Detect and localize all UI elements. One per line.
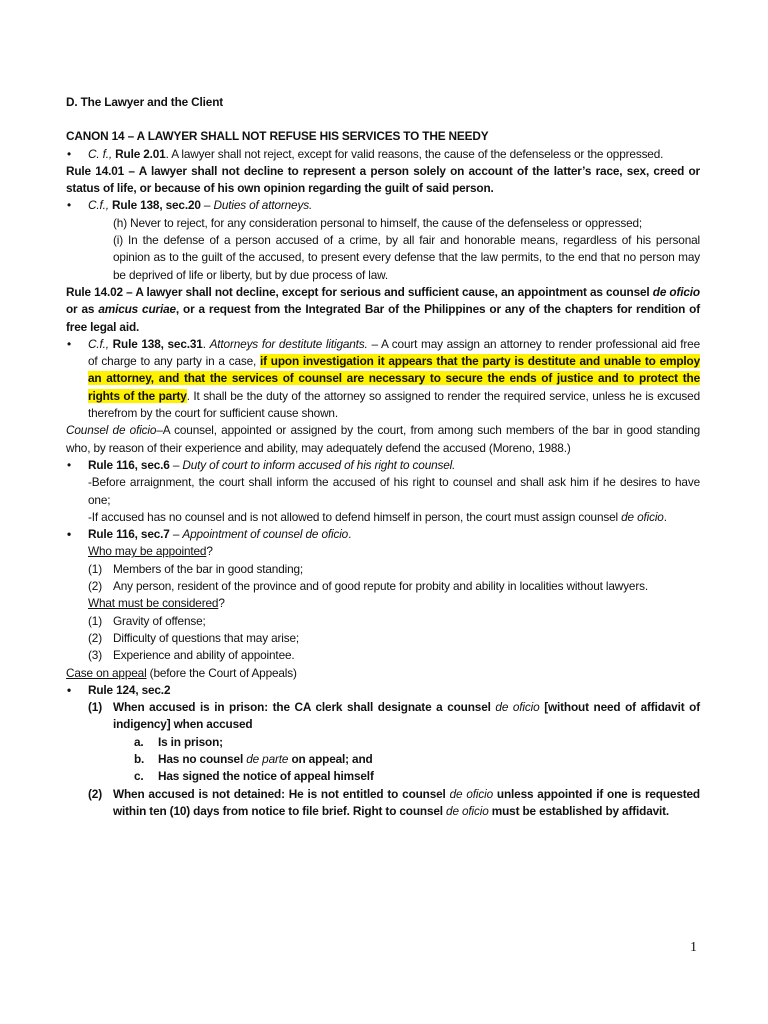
who-may-be-appointed: Who may be appointed?: [88, 544, 213, 559]
bullet-rule-138-sec20: • C.f., Rule 138, sec.20 – Duties of attorneys.: [66, 197, 700, 214]
rule-124-item-1: (1) When accused is in prison: the CA clerk shall designate a counsel de oficio [without need of affidavit of indigency] when accused: [88, 700, 700, 732]
what-must-be-considered: What must be considered?: [88, 596, 225, 611]
rule-14-01: Rule 14.01 – A lawyer shall not decline to represent a person solely on account of the latter’s race, sex, creed or status of life, or because of his own opinion regarding the guilt of said person.: [66, 163, 700, 196]
document-body: [66, 94, 700, 820]
what-item: (3) Experience and ability of appointee.: [88, 648, 295, 663]
who-item: (2) Any person, resident of the province and of good repute for probity and ability in localities without lawyers.: [88, 579, 648, 594]
rule-14-02: Rule 14.02 – A lawyer shall not decline, except for serious and sufficient cause, an appointment as counsel de oficio or as amicus curiae, or a request from the Integrated Bar of the Philippines or any of the chapters for rendition of free legal aid.: [66, 284, 700, 334]
bullet-rule-124-sec2: • Rule 124, sec.2: [66, 682, 700, 699]
bullet-rule-138-sec31: • C.f., Rule 138, sec.31. Attorneys for destitute litigants. – A court may assign an attorney to render professional aid free of charge to any party in a case, if upon investigation it appears that the party is destitute and unable to employ an attorney, and that the services of counsel are necessary to secure the ends of justice and to protect the rights of the party. It shall be the duty of the attorney so assigned to render the required service, unless he is excused therefrom by the court for sufficient cause shown.: [66, 336, 700, 422]
bullet-rule-2-01: • C. f., Rule 2.01. A lawyer shall not reject, except for valid reasons, the cause of the defenseless or the oppressed.: [66, 146, 700, 163]
section-title: D. The Lawyer and the Client: [66, 95, 224, 109]
case-on-appeal: Case on appeal (before the Court of Appeals): [66, 665, 297, 680]
rule-124-item-2: (2) When accused is not detained: He is not entitled to counsel de oficio unless appointed if one is requested within ten (10) days from notice to file brief. Right to counsel de oficio must be established by affidavit.: [88, 786, 700, 818]
what-item: (2) Difficulty of questions that may arise;: [88, 630, 300, 645]
rule-138-item-h: (h) Never to reject, for any consideration personal to himself, the cause of the defenseless or oppressed;: [113, 215, 643, 230]
rule-124-subitem: b. Has no counsel de parte on appeal; and: [134, 751, 373, 766]
rule-124-subitem: c. Has signed the notice of appeal himself: [134, 769, 374, 784]
rule-116-no-counsel: -If accused has no counsel and is not allowed to defend himself in person, the court must assign counsel de oficio.: [88, 509, 667, 524]
canon-14-heading: CANON 14 – A LAWYER SHALL NOT REFUSE HIS SERVICES TO THE NEEDY: [66, 129, 489, 144]
who-item: (1) Members of the bar in good standing;: [88, 561, 304, 576]
bullet-rule-116-sec7: • Rule 116, sec.7 – Appointment of counsel de oficio.: [66, 526, 700, 543]
page-number: 1: [690, 940, 697, 955]
counsel-de-oficio-definition: Counsel de oficio–A counsel, appointed or assigned by the court, from among such members of the bar in good standing who, by reason of their experience and ability, may adequately defend the accused (Moreno, 1988.): [66, 423, 701, 455]
bullet-rule-116-sec6: • Rule 116, sec.6 – Duty of court to inform accused of his right to counsel.: [66, 457, 700, 474]
rule-138-item-i: (i) In the defense of a person accused of a crime, by all fair and honorable means, regardless of his personal opinion as to the guilt of the accused, to present every defense that the law permits, to the end that no person may be deprived of life or liberty, but by due process of law.: [113, 233, 700, 282]
what-item: (1) Gravity of offense;: [88, 613, 206, 628]
rule-124-subitem: a. Is in prison;: [134, 734, 223, 749]
highlighted-text: if upon investigation it appears that the party is destitute and unable to employ an attorney, and that the services of counsel are necessary to secure the ends of justice and to protect the rights of the party: [88, 354, 700, 403]
rule-116-before-arraignment: -Before arraignment, the court shall inform the accused of his right to counsel and shall ask him if he desires to have one;: [88, 475, 700, 507]
